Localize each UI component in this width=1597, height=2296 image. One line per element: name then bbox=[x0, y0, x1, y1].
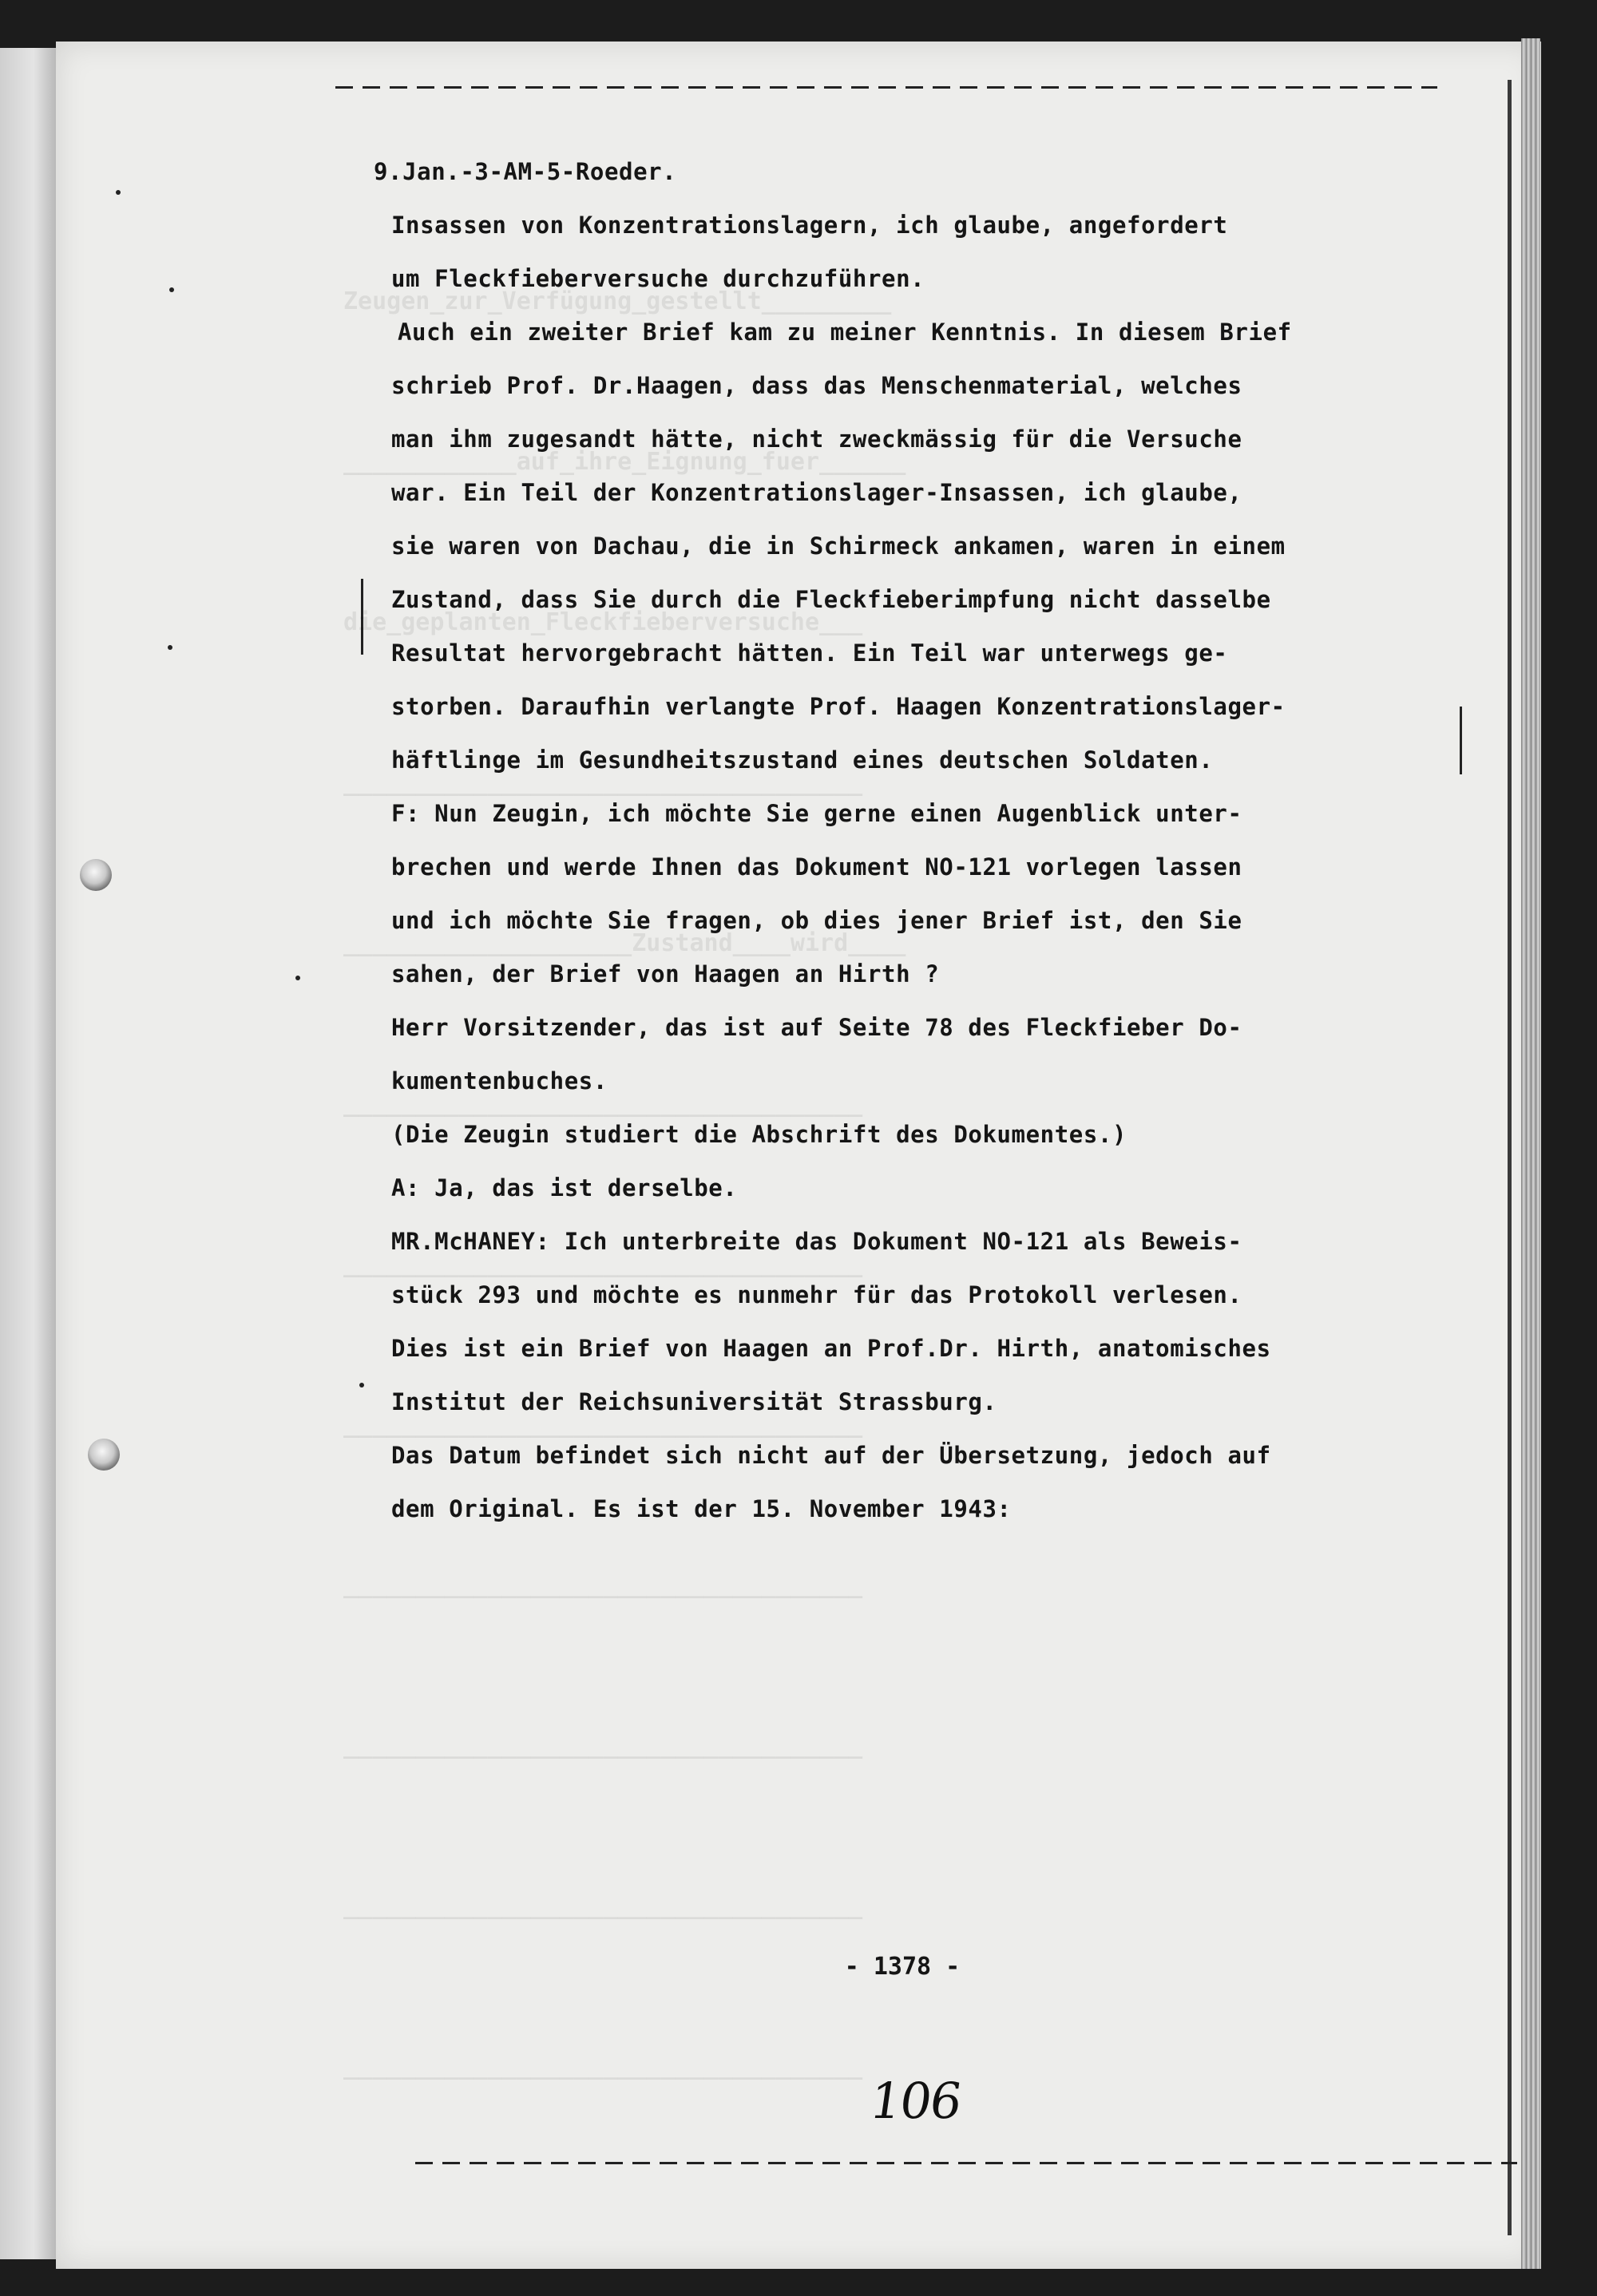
answer-line: A: Ja, das ist derselbe. bbox=[391, 1174, 738, 1201]
header-reference: 9.Jan.-3-AM-5-Roeder. bbox=[374, 158, 677, 185]
text-line: sie waren von Dachau, die in Schirmeck ankamen, waren in einem bbox=[391, 532, 1286, 560]
text-line: Auch ein zweiter Brief kam zu meiner Kenntnis. In diesem Brief bbox=[398, 319, 1292, 346]
text-line: Resultat hervorgebracht hätten. Ein Teil war unterwegs ge- bbox=[391, 639, 1228, 667]
transcript-body bbox=[374, 145, 1461, 1536]
text-line: stück 293 und möchte es nunmehr für das Protokoll verlesen. bbox=[391, 1281, 1242, 1308]
text-line: Zustand, dass Sie durch die Fleckfieberimpfung nicht dasselbe bbox=[391, 586, 1271, 613]
text-line: kumentenbuches. bbox=[391, 1067, 608, 1095]
scan-speck bbox=[168, 645, 172, 650]
text-line: Insassen von Konzentrationslagern, ich glaube, angefordert bbox=[391, 212, 1228, 239]
text-line: Herr Vorsitzender, das ist auf Seite 78 des Fleckfieber Do- bbox=[391, 1014, 1242, 1041]
text-line: um Fleckfieberversuche durchzuführen. bbox=[391, 265, 925, 292]
text-line: schrieb Prof. Dr.Haagen, dass das Menschenmaterial, welches bbox=[391, 372, 1242, 399]
text-line: brechen und werde Ihnen das Dokument NO-121 vorlegen lassen bbox=[391, 853, 1242, 881]
handwritten-page-number: 106 bbox=[866, 2072, 965, 2130]
bottom-dashed-rule bbox=[415, 2162, 1517, 2164]
page-number: - 1378 - bbox=[844, 1953, 961, 1981]
text-line: war. Ein Teil der Konzentrationslager-Insassen, ich glaube, bbox=[391, 479, 1242, 506]
text-line: man ihm zugesandt hätte, nicht zweckmässig für die Versuche bbox=[391, 426, 1242, 453]
facing-page-edge bbox=[0, 48, 56, 2259]
scan-speck bbox=[295, 976, 300, 980]
text-line: Dies ist ein Brief von Haagen an Prof.Dr. Hirth, anatomisches bbox=[391, 1335, 1271, 1362]
speaker-line: MR.McHANEY: Ich unterbreite das Dokument NO-121 als Beweis- bbox=[391, 1228, 1242, 1255]
text-line: storben. Daraufhin verlangte Prof. Haagen Konzentrationslager- bbox=[391, 693, 1286, 720]
text-line: und ich möchte Sie fragen, ob dies jener Brief ist, den Sie bbox=[391, 907, 1242, 934]
scan-speck bbox=[116, 190, 121, 195]
text-line: dem Original. Es ist der 15. November 1943: bbox=[391, 1495, 1012, 1522]
page-stack-edge bbox=[1521, 38, 1540, 2269]
text-line: Institut der Reichsuniversität Strassburg. bbox=[391, 1388, 997, 1415]
bleed-through-text: Zeugen_zur_Verfügung_gestellt_________ ____________auf_ihre_Eignung_fuer______ die_geplanten_Fleckfieberversuche___ ____________________________________ ____________________Zustand____wird____ ____________________________________ ____________________________________ ____________________________________ ____________________________________ ____________________________________ ____________________________________ ____________________________________ bbox=[343, 287, 906, 2080]
text-line: Das Datum befindet sich nicht auf der Übersetzung, jedoch auf bbox=[391, 1442, 1271, 1469]
punch-hole-top bbox=[80, 859, 112, 891]
question-line: F: Nun Zeugin, ich möchte Sie gerne einen Augenblick unter- bbox=[391, 800, 1242, 827]
text-line: häftlinge im Gesundheitszustand eines deutschen Soldaten. bbox=[391, 746, 1214, 774]
text-line: sahen, der Brief von Haagen an Hirth ? bbox=[391, 960, 940, 988]
punch-hole-bottom bbox=[88, 1439, 120, 1471]
stage-direction: (Die Zeugin studiert die Abschrift des Dokumentes.) bbox=[391, 1121, 1127, 1148]
scan-speck bbox=[169, 287, 174, 292]
page-edge-shadow bbox=[1508, 80, 1512, 2235]
top-dashed-rule bbox=[335, 86, 1437, 89]
